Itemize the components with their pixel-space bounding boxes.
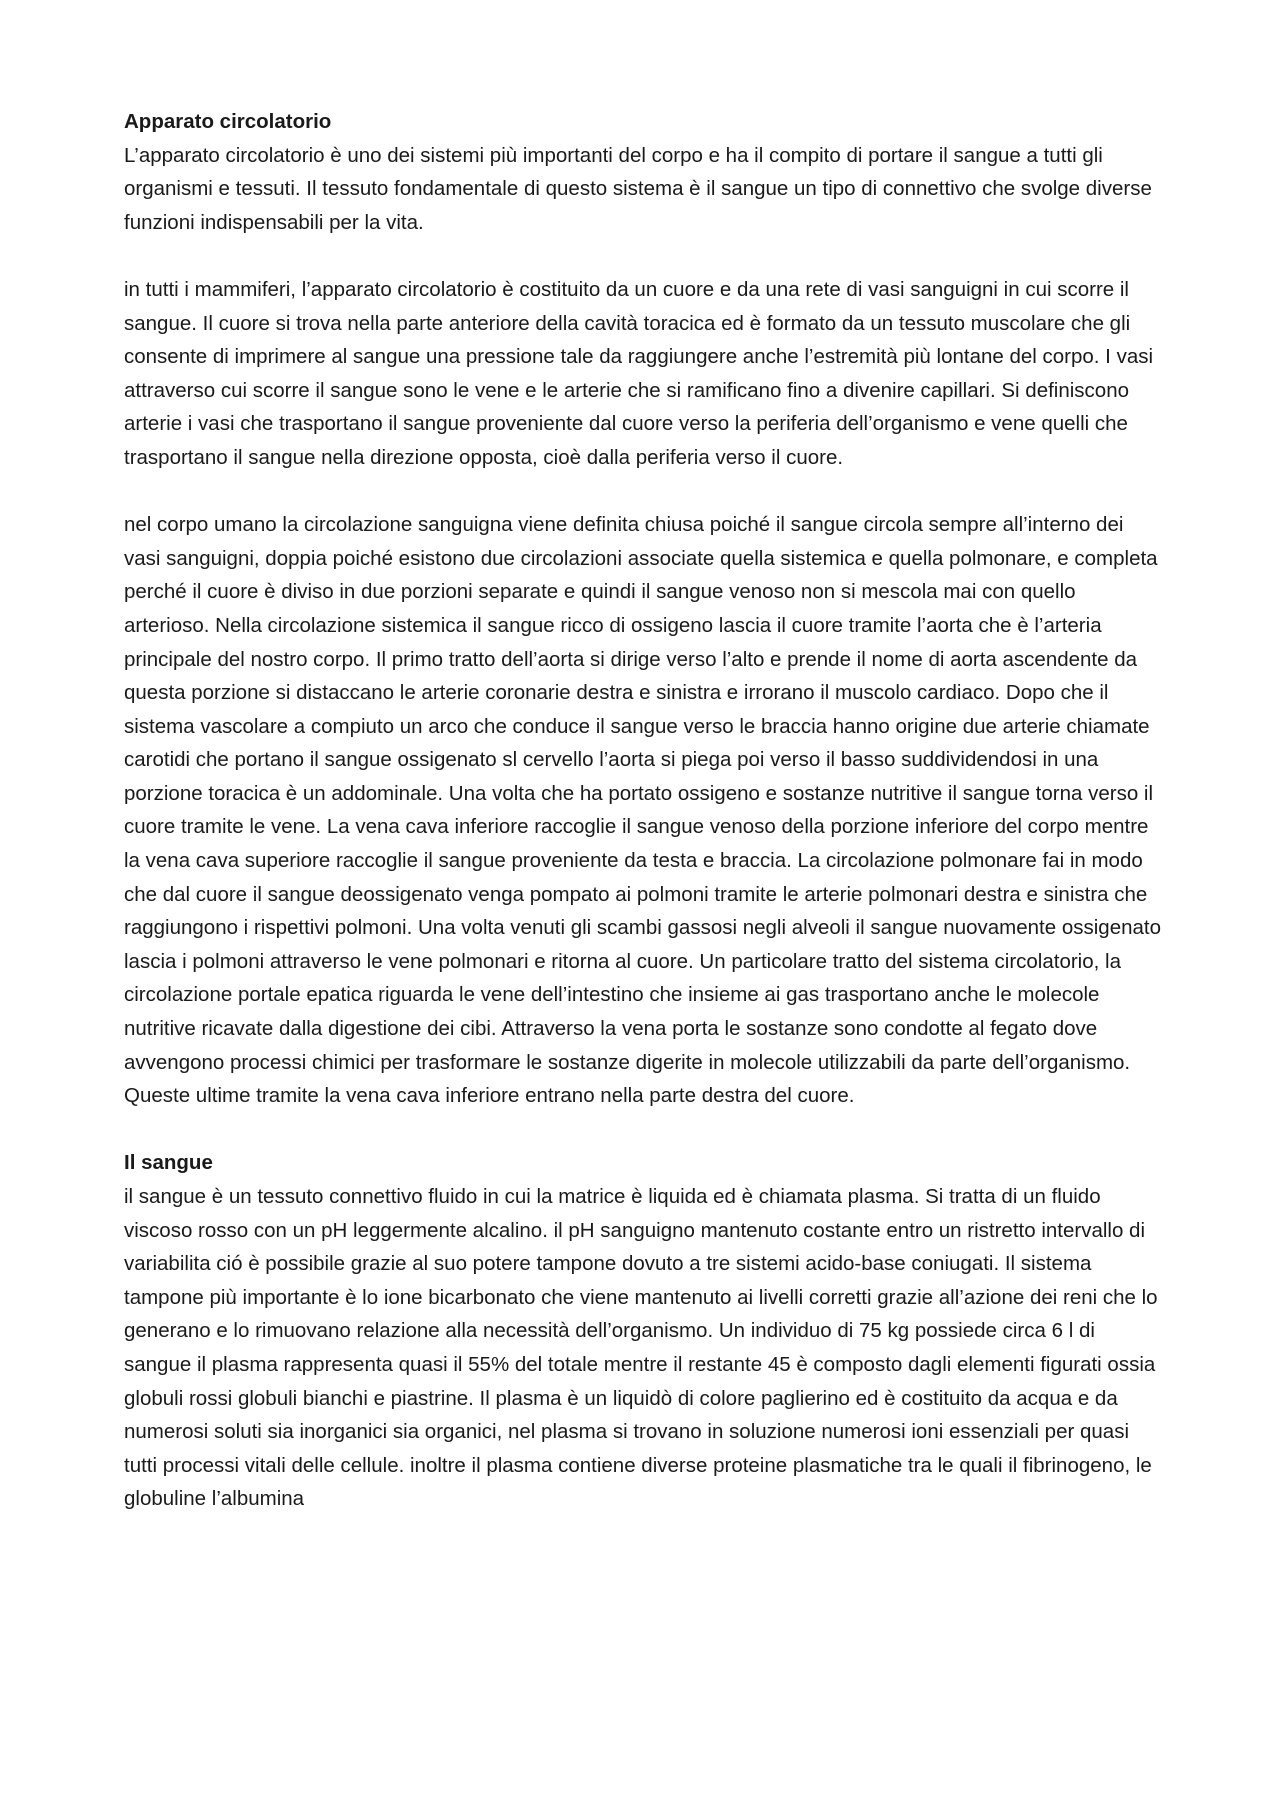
paragraph: in tutti i mammiferi, l’apparato circolatorio è costituito da un cuore e da una rete di vasi sanguigni in cui scorre il sangue. Il cuore si trova nella parte anteriore della cavità toracica ed è formato da un tessuto muscolare che gli consente di imprimere al sangue una pressione tale da raggiungere anche l’estremità più lontane del corpo. I vasi attraverso cui scorre il sangue sono le vene e le arterie che si ramificano fino a divenire capillari. Si definiscono arterie i vasi che trasportano il sangue proveniente dal cuore verso la periferia dell’organismo e vene quelli che trasportano il sangue nella direzione opposta, cioè dalla periferia verso il cuore. (124, 277, 1154, 469)
section-apparato-circolatorio (124, 105, 1164, 239)
paragraph-block (124, 508, 1164, 1113)
paragraph: nel corpo umano la circolazione sanguigna viene definita chiusa poiché il sangue circola sempre all’interno dei vasi sanguigni, doppia poiché esistono due circolazioni associate quella sistemica e quella polmonare, e completa perché il cuore è diviso in due porzioni separate e quindi il sangue venoso non si mescola mai con quello arterioso. Nella circolazione sistemica il sangue ricco di ossigeno lascia il cuore tramite l’aorta che è l’arteria principale del nostro corpo. Il primo tratto dell’aorta si dirige verso l’alto e prende il nome di aorta ascendente da questa porzione si distaccano le arterie coronarie destra e sinistra e irrorano il muscolo cardiaco. Dopo che il sistema vascolare a compiuto un arco che conduce il sangue verso le braccia hanno origine due arterie chiamate carotidi che portano il sangue ossigenato sl cervello l’aorta si piega poi verso il basso suddividendosi in una porzione toracica è un addominale. Una volta che ha portato ossigeno e sostanze nutritive il sangue torna verso il cuore tramite le vene. La vena cava inferiore raccoglie il sangue venoso della porzione inferiore del corpo mentre la vena cava superiore raccoglie il sangue proveniente da testa e braccia. La circolazione polmonare fai in modo che dal cuore il sangue deossigenato venga pompato ai polmoni tramite le arterie polmonari destra e sinistra che raggiungono i rispettivi polmoni. Una volta venuti gli scambi gassosi negli alveoli il sangue nuovamente ossigenato lascia i polmoni attraverso le vene polmonari e ritorna al cuore. Un particolare tratto del sistema circolatorio, la circolazione portale epatica riguarda le vene dell’intestino che insieme ai gas trasportano anche le molecole nutritive ricavate dalla digestione dei cibi. Attraverso la vena porta le sostanze sono condotte al fegato dove avvengono processi chimici per trasformare le sostanze digerite in molecole utilizzabili da parte dell’organismo. Queste ultime tramite la vena cava inferiore entrano nella parte destra del cuore. (124, 513, 1161, 1108)
paragraph: il sangue è un tessuto connettivo fluido in cui la matrice è liquida ed è chiamata plasma. Si tratta di un fluido viscoso rosso con un pH leggermente alcalino. il pH sanguigno mantenuto costante entro un ristretto intervallo di variabilita ció è possibile grazie al suo potere tampone dovuto a tre sistemi acido-base coniugati. Il sistema tampone più importante è lo ione bicarbonato che viene mantenuto ai livelli corretti grazie all’azione dei reni che lo generano e lo rimuovano relazione alla necessità dell’organismo. Un individuo di 75 kg possiede circa 6 l di sangue il plasma rappresenta quasi il 55% del totale mentre il restante 45 è composto dagli elementi figurati ossia globuli rossi globuli bianchi e piastrine. Il plasma è un liquidò di colore paglierino ed è costituito da acqua e da numerosi soluti sia inorganici sia organici, nel plasma si trovano in soluzione numerosi ioni essenziali per quasi tutti processi vitali delle cellule. inoltre il plasma contiene diverse proteine plasmatiche tra le quali il fibrinogeno, le globuline l’albumina (124, 1185, 1158, 1511)
section-il-sangue (124, 1146, 1164, 1516)
paragraph: L’apparato circolatorio è uno dei sistemi più importanti del corpo e ha il compito di portare il sangue a tutti gli organismi e tessuti. Il tessuto fondamentale di questo sistema è il sangue un tipo di connettivo che svolge diverse funzioni indispensabili per la vita. (124, 143, 1152, 234)
section-title: Apparato circolatorio (124, 110, 332, 133)
section-title: Il sangue (124, 1151, 213, 1175)
document-page (124, 105, 1164, 1550)
paragraph-block (124, 273, 1164, 475)
